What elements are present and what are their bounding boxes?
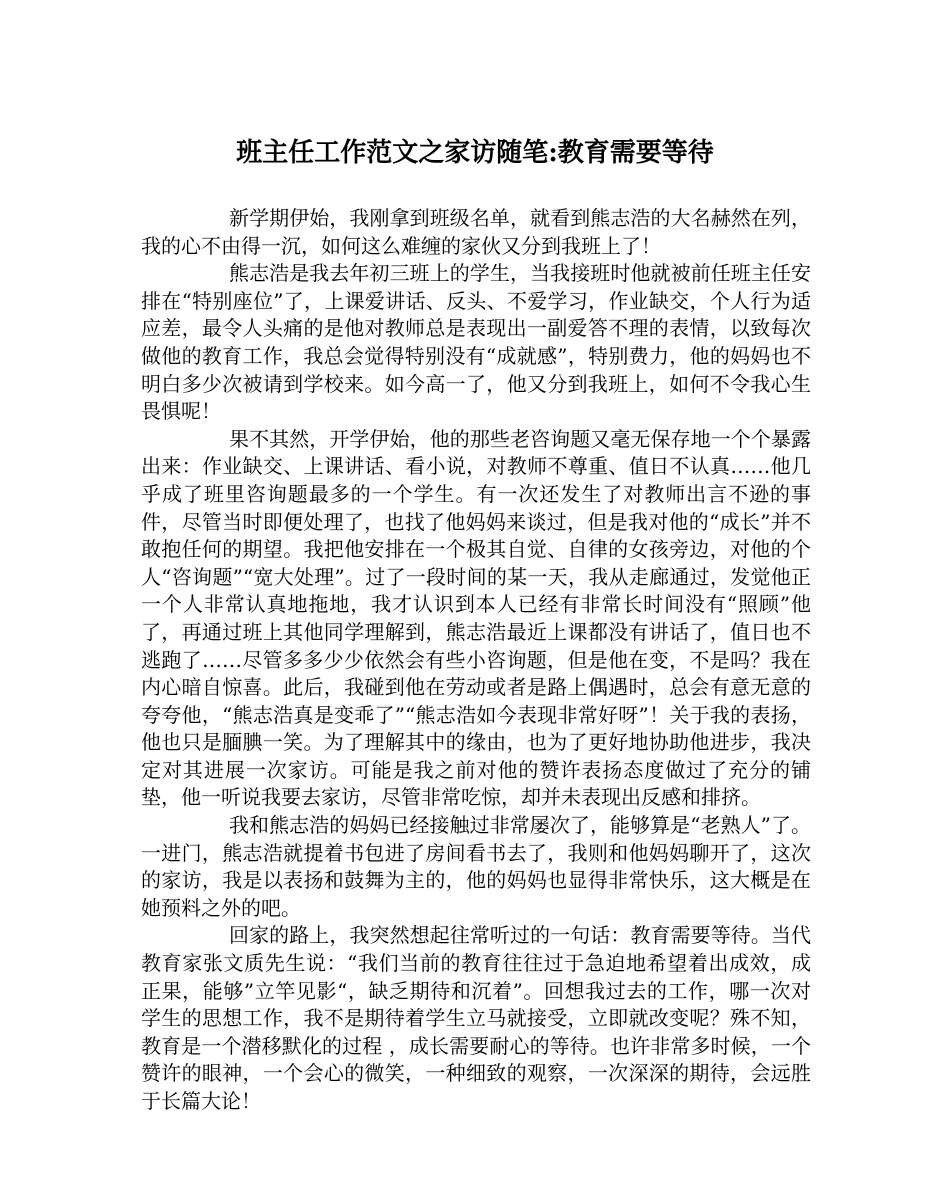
paragraph-4: 我和熊志浩的妈妈已经接触过非常屡次了，能够算是“老熟人”了。一进门，熊志浩就提着书包进了房间看书去了，我则和他妈妈聊开了，这次的家访，我是以表扬和鼓舞为主的，他的妈妈也显得非常快乐，这大概是在她预料之外的吧。 (141, 813, 811, 920)
paragraph-5: 回家的路上，我突然想起往常听过的一句话：教育需要等待。当代教育家张文质先生说：“我们当前的教育往往过于急迫地希望着出成效，成正果，能够”立竿见影“，缺乏期待和沉着”。回想我过去的工作，哪一次对学生的思想工作，我不是期待着学生立马就接受，立即就改变呢？殊不知，教育是一个潜移默化的过程 ，成长需要耐心的等待。也许非常多时候，一个赞许的眼神，一个会心的微笑，一种细致的观察，一次深深的期待，会远胜于长篇大论！ (141, 923, 811, 1113)
paragraph-3: 果不其然，开学伊始，他的那些老咨询题又毫无保存地一个个暴露出来：作业缺交、上课讲话、看小说，对教师不尊重、值日不认真……他几乎成了班里咨询题最多的一个学生。有一次还发生了对教师出言不逊的事件，尽管当时即便处理了，也找了他妈妈来谈过，但是我对他的“成长”并不敢抱任何的期望。我把他安排在一个极其自觉、自律的女孩旁边，对他的个人“咨询题”“宽大处理”。过了一段时间的某一天，我从走廊通过，发觉他正一个人非常认真地拖地，我才认识到本人已经有非常长时间没有“照顾”他了，再通过班上其他同学理解到，熊志浩最近上课都没有讲话了，值日也不逃跑了……尽管多多少少依然会有些小咨询题，但是他在变，不是吗？我在内心暗自惊喜。此后，我碰到他在劳动或者是路上偶遇时，总会有意无意的夸夸他，“熊志浩真是变乖了”“熊志浩如今表现非常好呀”！关于我的表扬，他也只是腼腆一笑。为了理解其中的缘由，也为了更好地协助他进步，我决定对其进展一次家访。可能是我之前对他的赞许表扬态度做过了充分的铺垫，他一听说我要去家访，尽管非常吃惊，却并未表现出反感和排挤。 (141, 426, 811, 810)
document-body (141, 205, 811, 1116)
paragraph-2: 熊志浩是我去年初三班上的学生，当我接班时他就被前任班主任安排在“特别座位”了，上课爱讲话、反头、不爱学习，作业缺交，个人行为适应差，最令人头痛的是他对教师总是表现出一副爱答不理的表情，以致每次做他的教育工作，我总会觉得特别没有“成就感”，特别费力，他的妈妈也不明白多少次被请到学校来。如今高一了，他又分到我班上，如何不令我心生畏惧呢！ (141, 261, 811, 424)
paragraph-1: 新学期伊始，我刚拿到班级名单，就看到熊志浩的大名赫然在列，我的心不由得一沉，如何这么难缠的家伙又分到我班上了！ (141, 206, 811, 258)
document-title: 班主任工作范文之家访随笔:教育需要等待 (236, 138, 714, 168)
